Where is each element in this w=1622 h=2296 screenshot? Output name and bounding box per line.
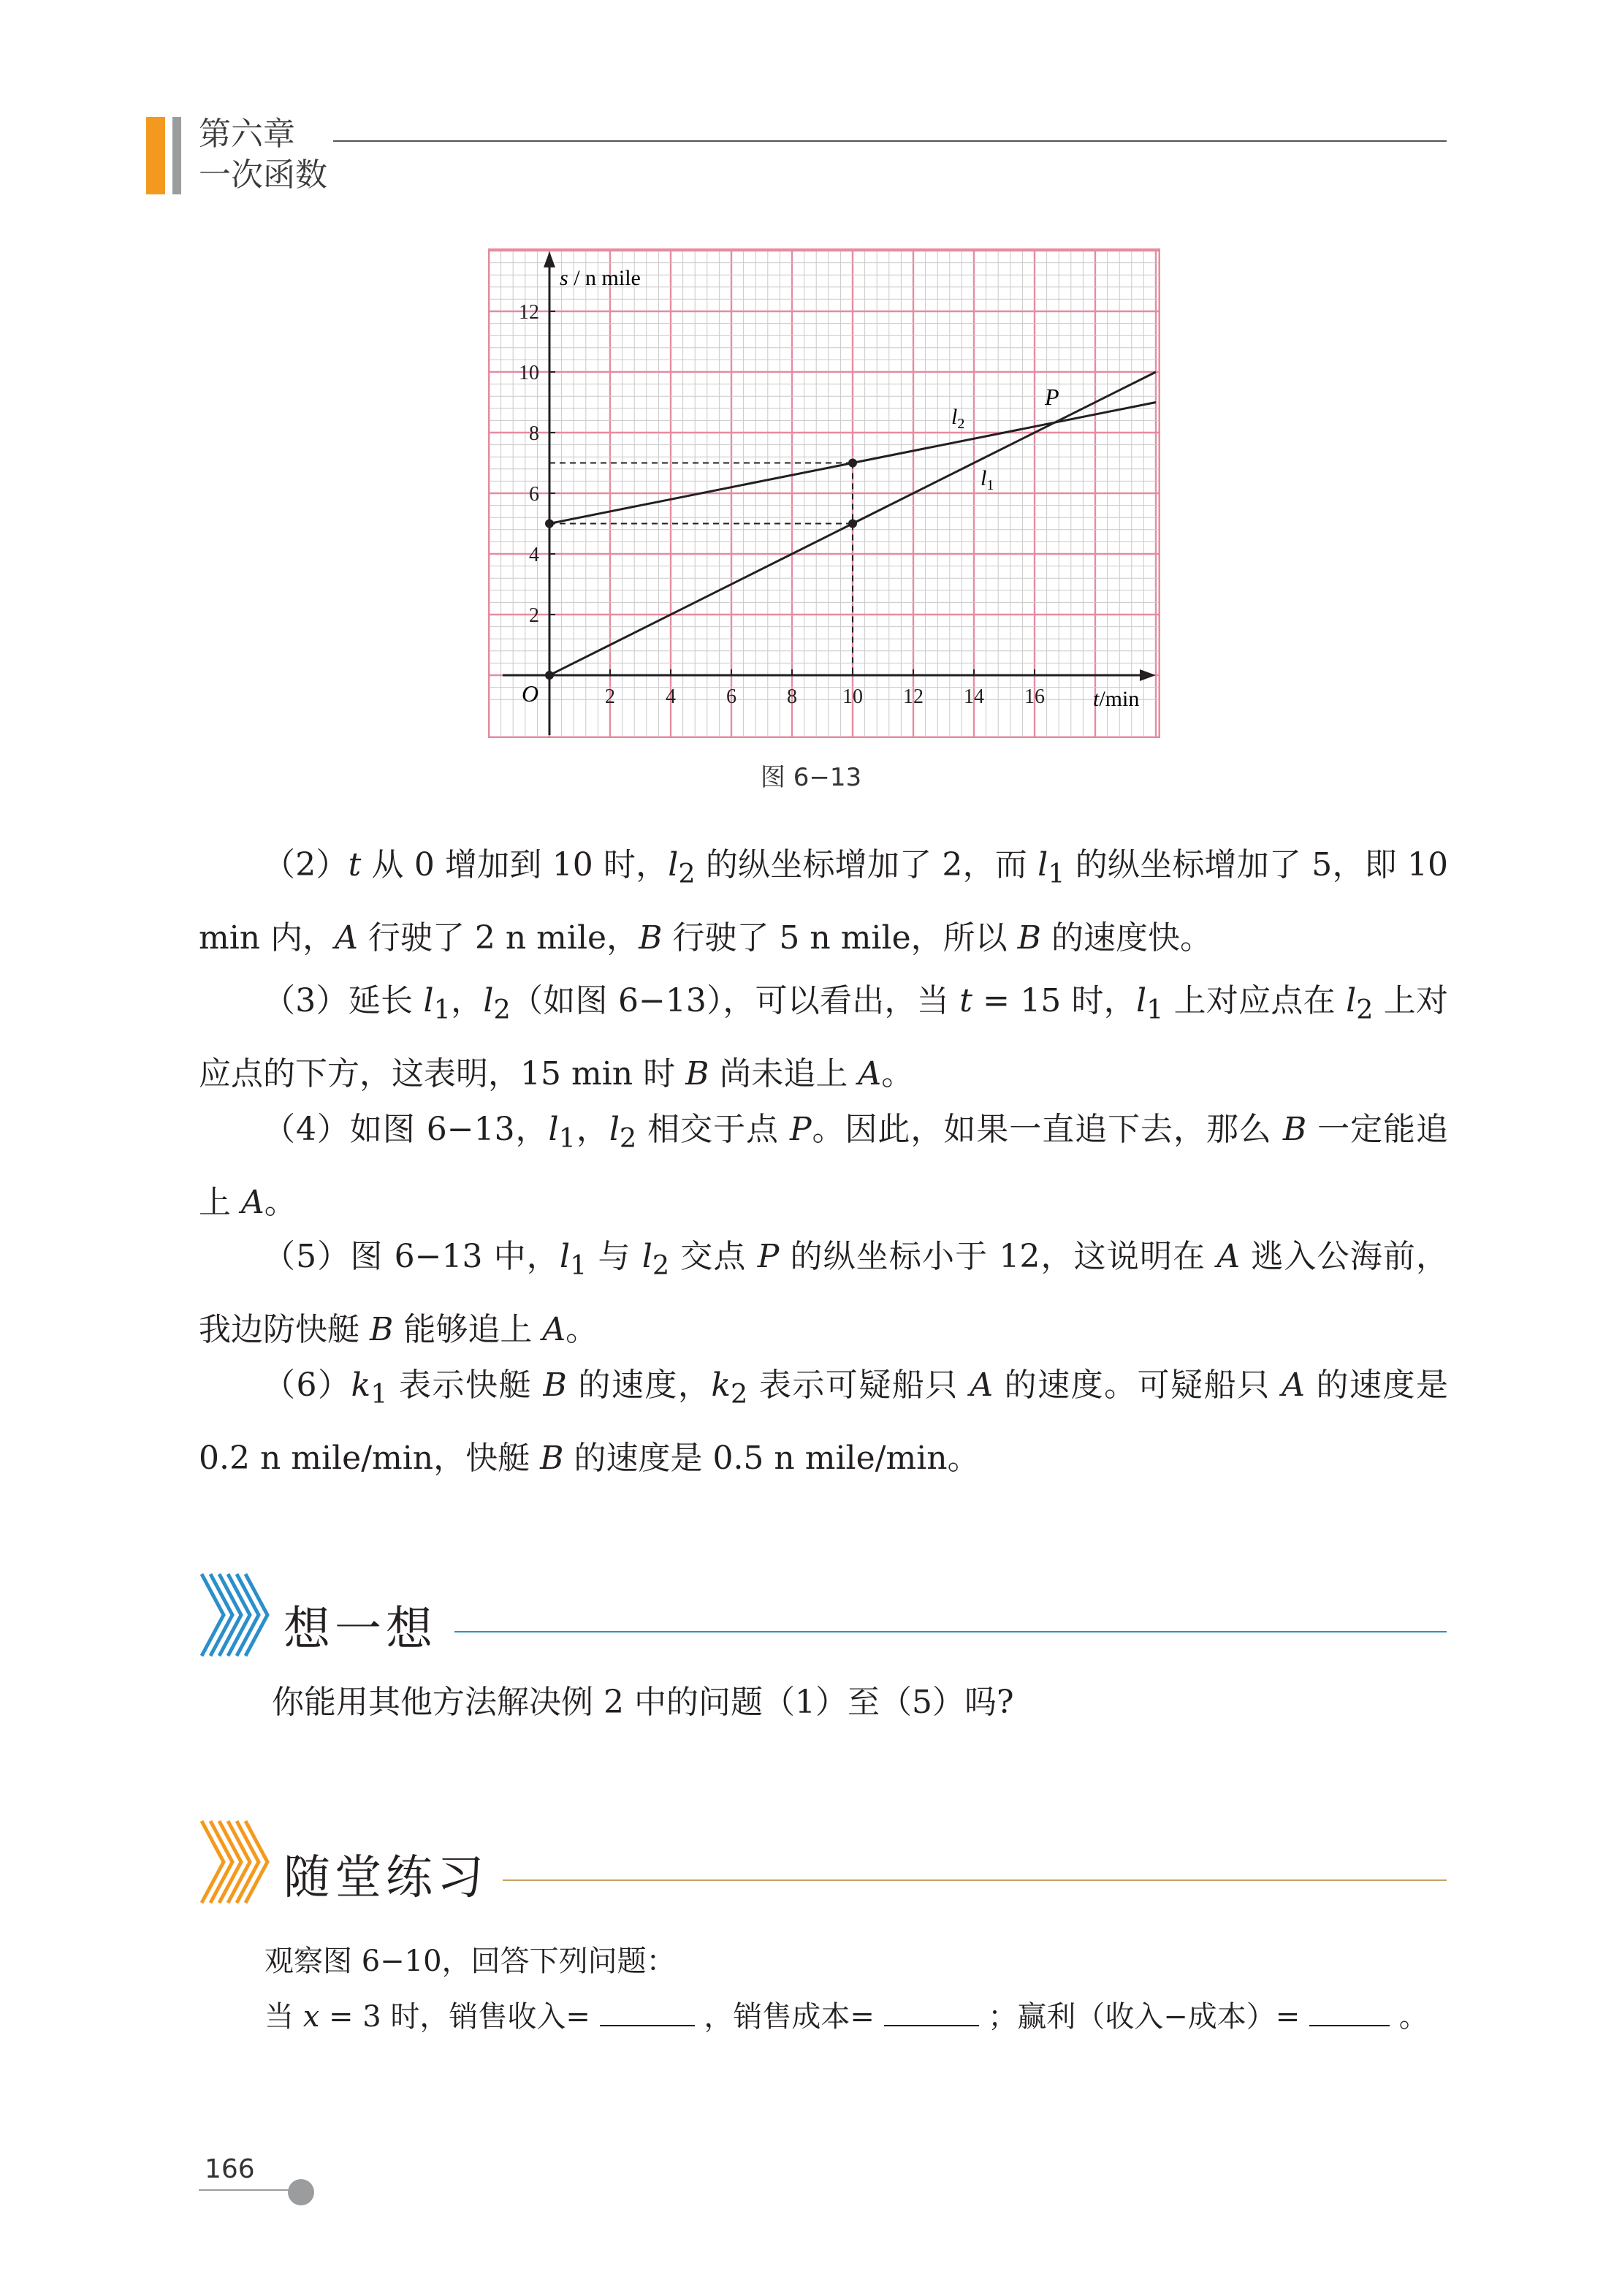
- header-grey-bar: [172, 117, 181, 194]
- x-tick-label: 12: [903, 685, 924, 708]
- x-tick-label: 8: [787, 685, 797, 708]
- y-tick-label: 12: [519, 301, 539, 324]
- line-l1-sub: 1: [986, 477, 994, 493]
- paragraph-answer-4: （4）如图 6−13，$l_1$，$l_2$ 相交于点 P。因此，如果一直追下去，那么 B 一定能追上 A。: [199, 1111, 1448, 1221]
- paragraph-answer-6: $(6)k_1$ 表示快艇 B 的速度，$k_2$ 表示可疑船只 A 的速度。可疑船只 A 的速度是 0.2 n mile/min，快艇 B 的速度是 0.5 n mile/min。: [199, 1366, 1448, 1477]
- y-axis-unit: / n mile: [568, 266, 641, 290]
- figure-caption: 图 6−13: [760, 763, 862, 792]
- y-tick-label: 4: [529, 544, 539, 566]
- practice-question: [264, 1995, 1428, 2039]
- paragraph-answer-3: （3）延长 $l_1$，$l_2$（如图 6−13），可以看出，当 t = 15 时，$l_1$ 上对应点在 $l_2$ 上对应点的下方，这表明，15 min 时 B 尚未追上 A。: [199, 982, 1448, 1092]
- think-rule: [454, 1631, 1447, 1632]
- practice-question-end: 。: [1398, 2000, 1428, 2034]
- practice-question-mid1: ，销售成本=: [704, 2000, 875, 2034]
- page-number-dot: [288, 2179, 314, 2205]
- marked-point: [848, 520, 857, 528]
- x-tick-label: 10: [842, 685, 863, 708]
- marked-point: [545, 520, 554, 528]
- y-axis-var: s: [560, 266, 568, 290]
- paragraph-answer-5: （5）图 6−13 中，$l_1$ 与 $l_2$ 交点 P 的纵坐标小于 12，这说明在 A 逃入公海前，我边防快艇 B 能够追上 A。: [199, 1238, 1448, 1348]
- y-tick-label: 6: [529, 483, 539, 506]
- line-l2-letter: l: [951, 405, 958, 429]
- marked-point: [848, 459, 857, 468]
- page-number-rule: [199, 2189, 292, 2191]
- y-axis-label: [560, 266, 641, 290]
- x-tick-label: 14: [964, 685, 984, 708]
- practice-rule: [503, 1879, 1447, 1881]
- x-axis-label: [1093, 687, 1139, 711]
- y-tick-label: 8: [529, 422, 539, 445]
- practice-instruction: 观察图 6−10，回答下列问题：: [264, 1945, 676, 1978]
- y-tick-label: 10: [519, 362, 539, 384]
- header-accent-bar: [146, 117, 165, 194]
- point-p-label: P: [1045, 384, 1059, 410]
- line-l2-sub: 2: [957, 416, 965, 432]
- x-tick-label: 16: [1024, 685, 1045, 708]
- y-tick-label: 2: [529, 604, 539, 627]
- practice-question-pre: 当 x = 3 时，销售收入=: [264, 2000, 590, 2034]
- x-tick-label: 2: [605, 685, 615, 708]
- x-axis-var: t: [1093, 687, 1100, 711]
- think-title: 想一想: [283, 1603, 437, 1657]
- chart-grid: [489, 249, 1160, 737]
- practice-chevron-icon: [199, 1818, 279, 1906]
- figure-6-13-chart: [488, 248, 1160, 738]
- practice-question-mid2: ；赢利（收入−成本）=: [988, 2000, 1301, 2034]
- x-tick-label: 4: [666, 685, 676, 708]
- line-l1-letter: l: [981, 466, 987, 490]
- paragraph-answer-2: （2）t 从 0 增加到 10 时，$l_2$ 的纵坐标增加了 2，而 $l_1$ 的纵坐标增加了 5，即 10 min 内，A 行驶了 2 n mile，B 行驶了 5 n mile，所以 B 的速度快。: [199, 846, 1448, 957]
- chapter-label: 第六章: [199, 115, 295, 153]
- chapter-title: 一次函数: [199, 156, 327, 194]
- think-question: 你能用其他方法解决例 2 中的问题（1）至（5）吗?: [272, 1684, 1014, 1721]
- x-tick-label: 6: [726, 685, 736, 708]
- practice-title: 随堂练习: [283, 1851, 488, 1905]
- header-rule: [333, 140, 1447, 142]
- page-number: 166: [205, 2154, 255, 2184]
- answer-blank-cost[interactable]: [884, 1996, 979, 2026]
- origin-label: O: [522, 680, 539, 707]
- answer-blank-profit[interactable]: [1309, 1996, 1390, 2026]
- think-chevron-icon: [199, 1571, 279, 1659]
- marked-point: [545, 671, 554, 680]
- x-axis-unit: /min: [1099, 687, 1140, 711]
- answer-blank-revenue[interactable]: [600, 1996, 695, 2026]
